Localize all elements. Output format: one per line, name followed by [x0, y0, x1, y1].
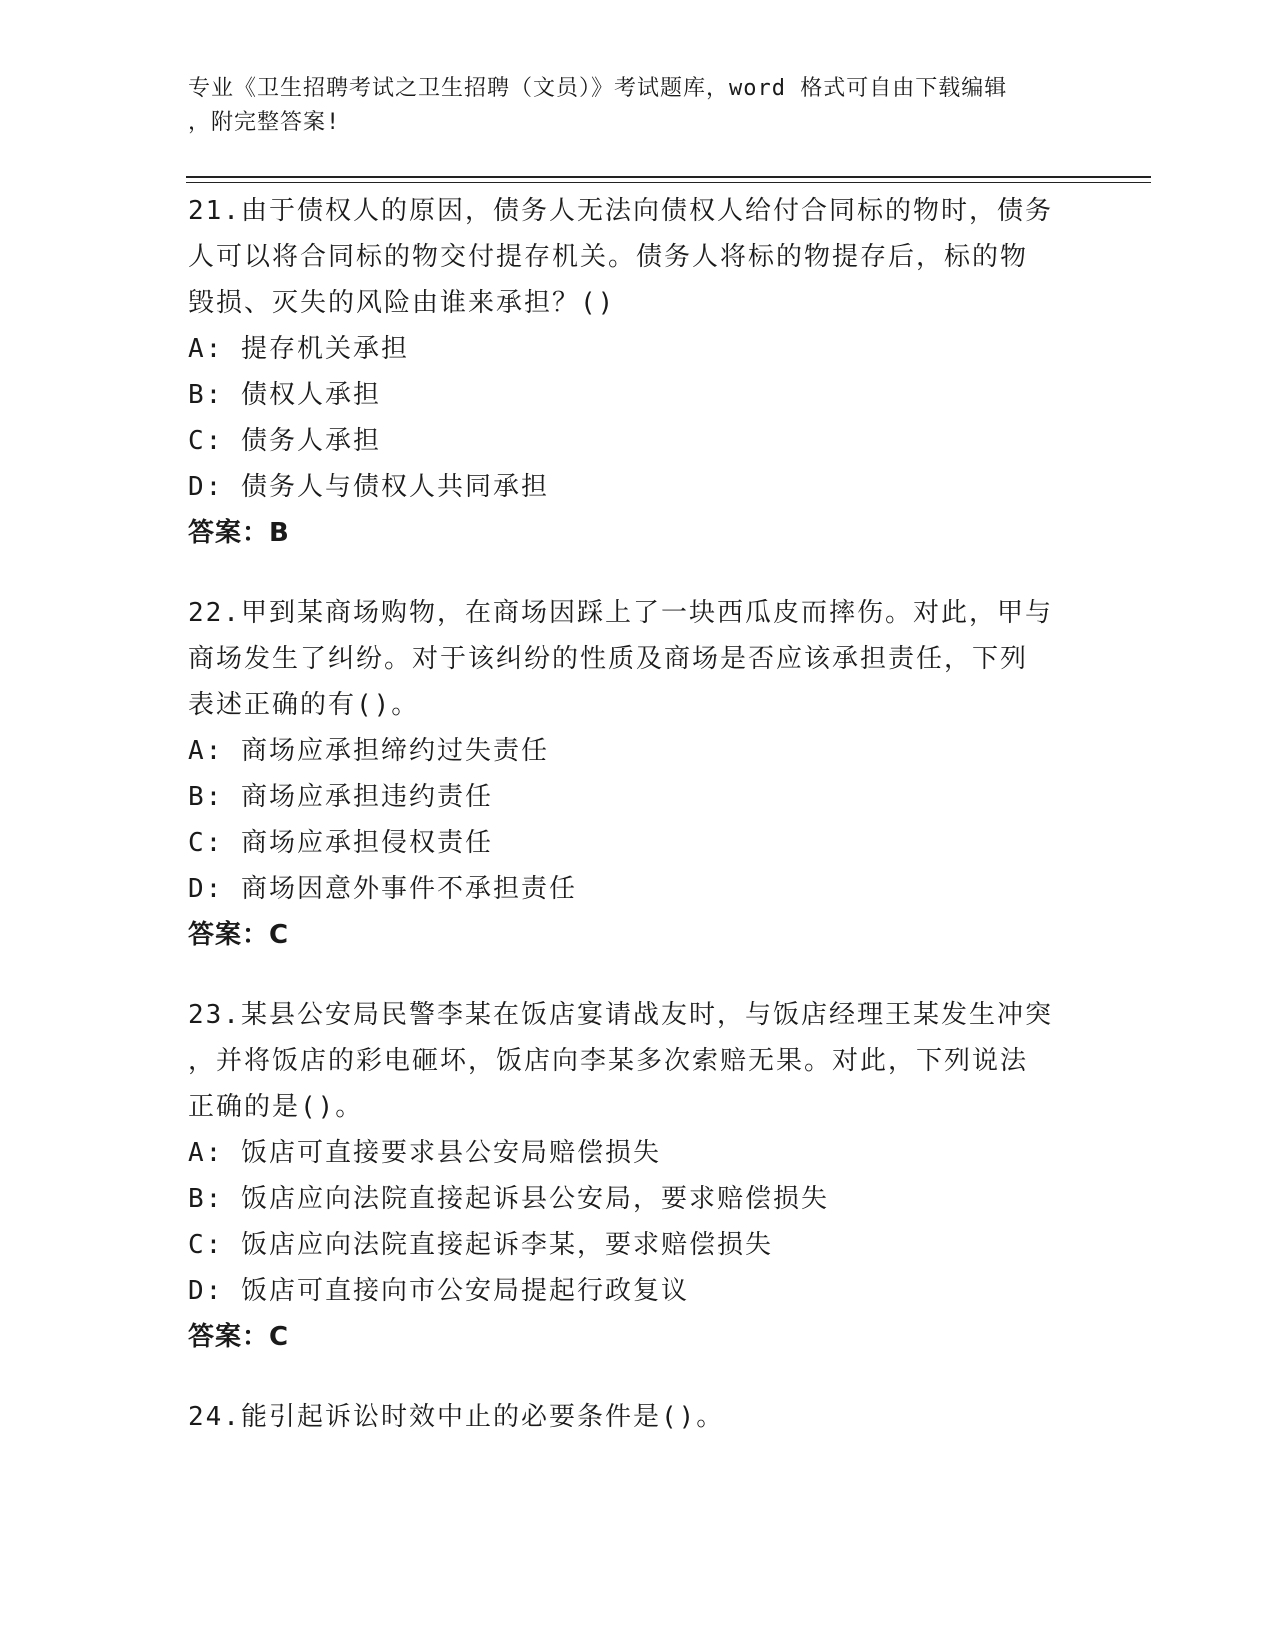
option-d: D: 饭店可直接向市公安局提起行政复议: [188, 1276, 689, 1306]
option-c: C: 债务人承担: [188, 426, 381, 456]
question-text-line: 毁损、灭失的风险由谁来承担？(): [188, 288, 616, 318]
question-23: [188, 992, 1068, 1360]
option-b: B: 饭店应向法院直接起诉县公安局，要求赔偿损失: [188, 1184, 829, 1214]
question-text-line: 表述正确的有()。: [188, 690, 420, 720]
option-b: B: 债权人承担: [188, 380, 381, 410]
question-24: [188, 1394, 1068, 1440]
question-text-line: 23.某县公安局民警李某在饭店宴请战友时，与饭店经理王某发生冲突: [188, 1000, 1053, 1030]
option-d: D: 商场因意外事件不承担责任: [188, 874, 577, 904]
option-c: C: 饭店应向法院直接起诉李某，要求赔偿损失: [188, 1230, 773, 1260]
question-text-line: 24.能引起诉讼时效中止的必要条件是()。: [188, 1402, 725, 1432]
answer: 答案：C: [188, 920, 290, 950]
option-a: A: 商场应承担缔约过失责任: [188, 736, 549, 766]
option-a: A: 饭店可直接要求县公安局赔偿损失: [188, 1138, 661, 1168]
option-c: C: 商场应承担侵权责任: [188, 828, 493, 858]
option-a: A: 提存机关承担: [188, 334, 409, 364]
question-text-line: 21.由于债权人的原因，债务人无法向债权人给付合同标的物时，债务: [188, 196, 1053, 226]
header-divider-thin: [186, 182, 1151, 183]
question-22: [188, 590, 1068, 958]
question-21: [188, 188, 1068, 556]
header-line-1: 专业《卫生招聘考试之卫生招聘（文员）》考试题库，word 格式可自由下载编辑: [188, 76, 1008, 101]
document-header: [188, 72, 1068, 140]
question-text-line: 22.甲到某商场购物，在商场因踩上了一块西瓜皮而摔伤。对此，甲与: [188, 598, 1053, 628]
option-d: D: 债务人与债权人共同承担: [188, 472, 549, 502]
option-b: B: 商场应承担违约责任: [188, 782, 493, 812]
question-text-line: 人可以将合同标的物交付提存机关。债务人将标的物提存后，标的物: [188, 242, 1029, 272]
question-text-line: ，并将饭店的彩电砸坏，饭店向李某多次索赔无果。对此，下列说法: [188, 1046, 1029, 1076]
header-line-2: ，附完整答案!: [188, 110, 341, 135]
answer: 答案：B: [188, 518, 290, 548]
header-divider-thick: [186, 176, 1151, 178]
question-text-line: 正确的是()。: [188, 1092, 364, 1122]
question-text-line: 商场发生了纠纷。对于该纠纷的性质及商场是否应该承担责任，下列: [188, 644, 1029, 674]
answer: 答案：C: [188, 1322, 290, 1352]
